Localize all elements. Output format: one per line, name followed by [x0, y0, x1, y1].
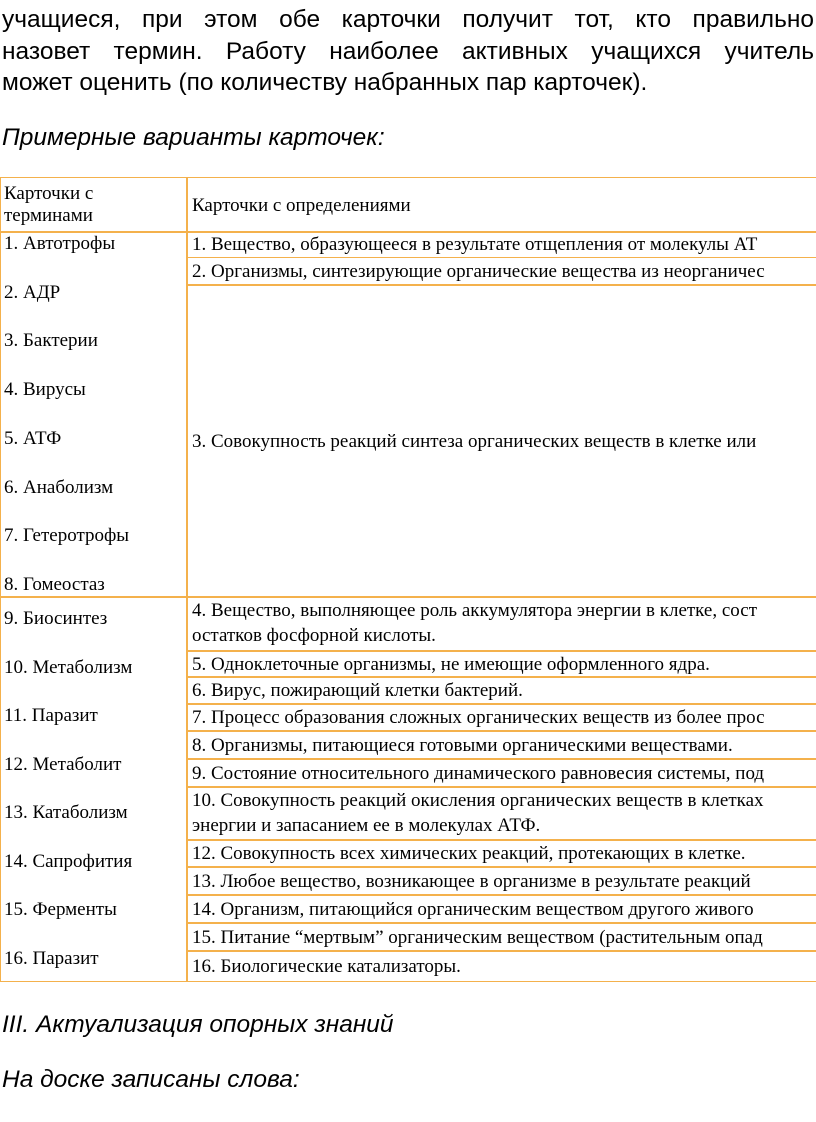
term-item: 10. Метаболизм: [4, 656, 133, 678]
definition-text: 10. Совокупность реакций окисления органических веществ в клетках: [192, 790, 764, 811]
term-item: 8. Гомеостаз: [4, 573, 105, 595]
term-item: 12. Метаболит: [4, 753, 122, 775]
definition-cell: [186, 676, 816, 705]
term-item: 3. Бактерии: [4, 330, 98, 352]
term-item: 7. Гетеротрофы: [4, 525, 130, 547]
definition-cell: [186, 284, 816, 598]
term-item: 15. Ферменты: [4, 899, 117, 920]
definition-text: 9. Состояние относительного динамического равновесия системы, под: [192, 762, 765, 784]
definition-cell: [186, 231, 816, 258]
definition-cell: [186, 866, 816, 896]
terms-cell-1: [0, 231, 188, 598]
definition-text: 13. Любое вещество, возникающее в организме в результате реакций: [192, 870, 751, 892]
definition-cell: [186, 950, 816, 982]
definition-text: 2. Организмы, синтезирующие органические вещества из неорганичес: [192, 261, 765, 282]
cards-table: [0, 177, 816, 982]
definition-text: энергии и запасанием ее в молекулах АТФ.: [192, 815, 541, 836]
definition-text: 8. Организмы, питающиеся готовыми органическими веществами.: [192, 734, 733, 756]
intro-line-1: учащиеся, при этом обе карточки получит тот, кто правильно: [2, 6, 814, 33]
term-item: 9. Биосинтез: [4, 608, 108, 629]
section-heading: III. Актуализация опорных знаний: [2, 1011, 394, 1038]
definition-text: остатков фосфорной кислоты.: [192, 625, 436, 646]
definition-cell: [186, 922, 816, 952]
definition-cell: [186, 650, 816, 678]
term-item: 5. АТФ: [4, 427, 62, 449]
header-definitions: Карточки с определениями: [192, 195, 411, 216]
header-terms-line-2: терминами: [4, 205, 93, 226]
definition-text: 3. Совокупность реакций синтеза органических веществ в клетке или: [192, 430, 757, 452]
term-item: 13. Катаболизм: [4, 802, 128, 823]
definition-cell: [186, 839, 816, 868]
definition-cell: [186, 786, 816, 841]
term-item: 4. Вирусы: [4, 379, 86, 401]
term-item: 1. Автотрофы: [4, 233, 116, 254]
definition-text: 14. Организм, питающийся органическим веществом другого живого: [192, 898, 754, 920]
definition-text: 7. Процесс образования сложных органических веществ из более прос: [192, 707, 765, 728]
terms-cell-2: [0, 596, 188, 982]
intro-line-3: может оценить (по количеству набранных пар карточек).: [2, 69, 648, 96]
definition-text: 12. Совокупность всех химических реакций, протекающих в клетке.: [192, 843, 746, 864]
term-item: 6. Анаболизм: [4, 476, 114, 498]
definition-text: 5. Одноклеточные организмы, не имеющие оформленного ядра.: [192, 653, 710, 675]
definition-cell: [186, 596, 816, 652]
term-item: 11. Паразит: [4, 705, 98, 726]
header-terms-cell: [0, 177, 188, 233]
header-terms-line-1: Карточки с: [4, 183, 94, 204]
examples-heading: Примерные варианты карточек:: [2, 124, 385, 151]
definition-text: 6. Вирус, пожирающий клетки бактерий.: [192, 680, 523, 701]
definition-cell: [186, 758, 816, 788]
definition-text: 4. Вещество, выполняющее роль аккумулятора энергии в клетке, сост: [192, 600, 758, 621]
definition-text: 16. Биологические катализаторы.: [192, 955, 461, 977]
definition-cell: [186, 894, 816, 924]
board-heading: На доске записаны слова:: [2, 1066, 300, 1093]
definition-text: 1. Вещество, образующееся в результате отщепления от молекулы АТ: [192, 234, 758, 255]
intro-line-2: назовет термин. Работу наиболее активных учащихся учитель: [2, 38, 814, 65]
term-item: 2. АДР: [4, 281, 61, 303]
definition-text: 15. Питание “мертвым” органическим веществом (растительным опад: [192, 926, 763, 948]
header-definitions-cell: [186, 177, 816, 233]
definition-cell: [186, 257, 816, 286]
term-item: 14. Сапрофития: [4, 850, 133, 872]
term-item: 16. Паразит: [4, 947, 99, 969]
definition-cell: [186, 703, 816, 732]
definition-cell: [186, 730, 816, 760]
